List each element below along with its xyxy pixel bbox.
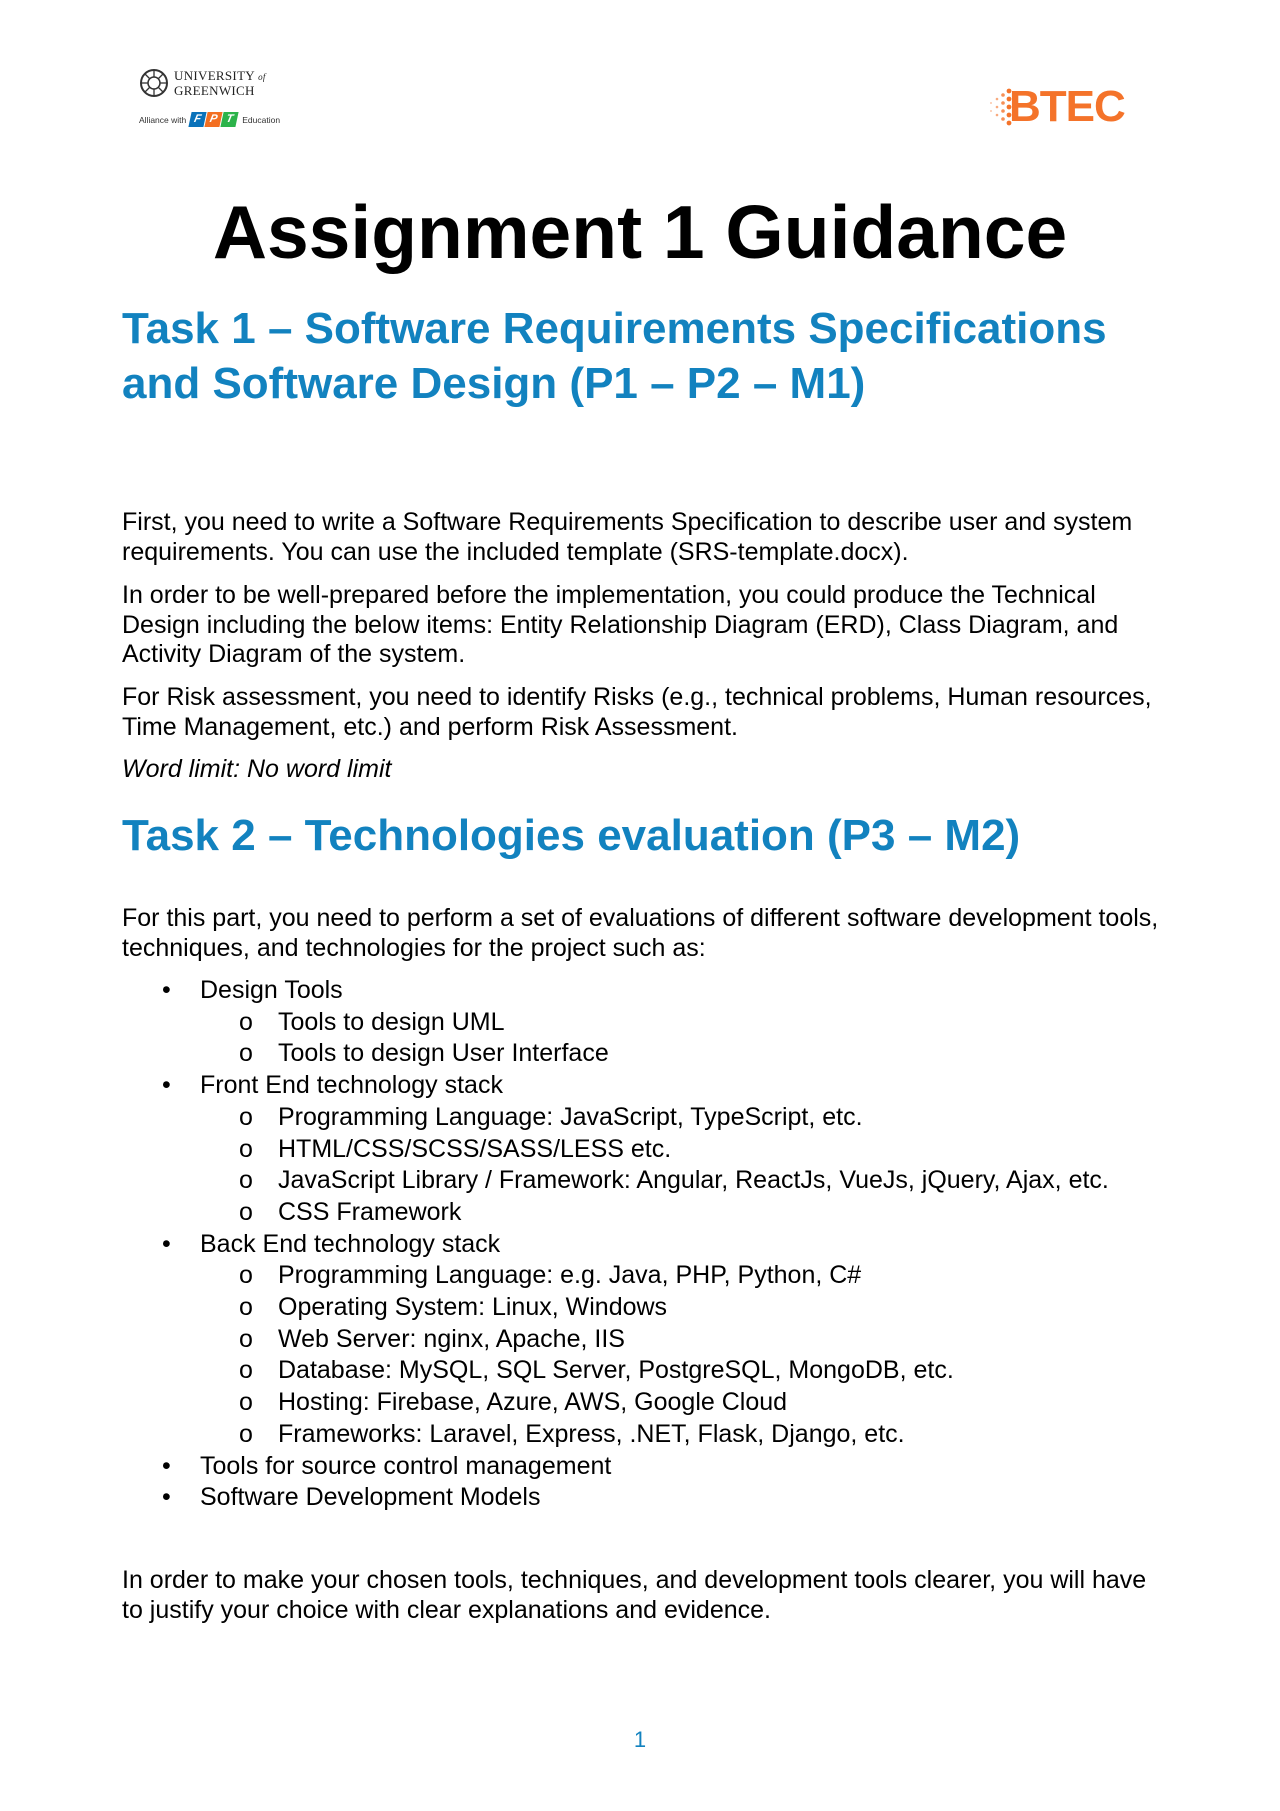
btec-logo [985, 82, 1133, 132]
list-item-label: Back End technology stack [200, 1229, 501, 1258]
list-item-front-end [122, 1070, 1172, 1229]
sub-list-item-text: Web Server: nginx, Apache, IIS [278, 1324, 625, 1353]
sub-marker: o [239, 1007, 253, 1036]
task2-intro: For this part, you need to perform a set of evaluations of different software development tools, techniques, and technologies for the project such as: [122, 904, 1159, 962]
sub-list-item [122, 1102, 1172, 1134]
sub-marker: o [239, 1388, 253, 1417]
bullet-marker: • [162, 1483, 171, 1512]
task2-heading: Task 2 – Technologies evaluation (P3 – M2) [122, 811, 1021, 860]
alliance-suffix: Education [242, 114, 281, 125]
alliance-line [139, 112, 289, 127]
list-item-label: Tools for source control management [200, 1451, 612, 1480]
btec-logo-text: BTEC [1009, 82, 1125, 131]
sub-list-item-text: JavaScript Library / Framework: Angular, ReactJs, VueJs, jQuery, Ajax, etc. [278, 1166, 1109, 1195]
sub-marker: o [239, 1166, 253, 1195]
sub-list-item [122, 1007, 1172, 1039]
sub-list-item-text: Programming Language: JavaScript, TypeScript, etc. [278, 1102, 863, 1131]
sub-marker: o [239, 1102, 253, 1131]
task1-paragraph-1: First, you need to write a Software Requirements Specification to describe user and system requirements. You can use the included template (SRS-template.docx). [122, 508, 1133, 566]
sub-list-item-text: Tools to design User Interface [278, 1039, 609, 1068]
task1-paragraph-3: For Risk assessment, you need to identify Risks (e.g., technical problems, Human resources, Time Management, etc.) and perform Risk Assessment. [122, 683, 1152, 741]
sub-list-item-text: Frameworks: Laravel, Express, .NET, Flask, Django, etc. [278, 1419, 905, 1448]
sub-list-item-text: Programming Language: e.g. Java, PHP, Python, C# [278, 1261, 862, 1290]
fpt-letter-p: P [205, 112, 223, 127]
sub-list-item-text: Hosting: Firebase, Azure, AWS, Google Cloud [278, 1388, 788, 1417]
bullet-marker: • [162, 1071, 171, 1100]
sub-list-item [122, 1387, 1172, 1419]
sub-marker: o [239, 1261, 253, 1290]
sub-marker: o [239, 1356, 253, 1385]
list-item-dev-models [122, 1482, 1172, 1514]
sub-list-item-text: Tools to design UML [278, 1007, 505, 1036]
university-of-greenwich-logo [139, 68, 289, 140]
sub-list-item [122, 1134, 1172, 1166]
university-name [174, 69, 266, 97]
sub-list-item [122, 1197, 1172, 1229]
sub-list [200, 1260, 1172, 1450]
task1-heading: Task 1 – Software Requirements Specifications and Software Design (P1 – P2 – M1) [122, 304, 1107, 408]
task1-word-limit: Word limit: No word limit [122, 755, 392, 783]
task2-closing: In order to make your chosen tools, techniques, and development tools clearer, you will have to justify your choice with clear explanations and evidence. [122, 1566, 1147, 1624]
bullet-marker: • [162, 976, 171, 1004]
technology-list [122, 975, 1172, 1514]
sub-list-item [122, 1292, 1172, 1324]
sub-list-item [122, 1355, 1172, 1387]
sub-list-item-text: HTML/CSS/SCSS/SASS/LESS etc. [278, 1134, 672, 1163]
task1-paragraph-2: In order to be well-prepared before the implementation, you could produce the Technical Design including the below items: Entity Relationship Diagram (ERD), Class Diagram, and Activity Diagram of the system. [122, 581, 1119, 668]
sub-list-item [122, 1165, 1172, 1197]
sub-marker: o [239, 1197, 253, 1226]
list-item-back-end [122, 1229, 1172, 1451]
list-item-label: Front End technology stack [200, 1071, 503, 1100]
university-line1: UNIVERSITY [174, 68, 255, 83]
fpt-letter-f: F [189, 112, 207, 127]
page-number: 1 [633, 1727, 647, 1752]
sub-list-item-text: Database: MySQL, SQL Server, PostgreSQL, MongoDB, etc. [278, 1356, 954, 1385]
university-of: of [258, 72, 266, 82]
page-title: Assignment 1 Guidance [212, 190, 1068, 274]
fpt-letter-t: T [221, 112, 239, 127]
university-line2: GREENWICH [174, 83, 255, 98]
alliance-prefix: Alliance with [139, 114, 187, 125]
sub-list-item [122, 1324, 1172, 1356]
sub-marker: o [239, 1293, 253, 1322]
list-item-source-control [122, 1451, 1172, 1483]
sub-marker: o [239, 1134, 253, 1163]
sub-marker: o [239, 1324, 253, 1353]
bullet-marker: • [162, 1451, 171, 1480]
fpt-logo [190, 112, 238, 127]
sub-list [200, 1007, 1172, 1070]
sub-list-item-text: CSS Framework [278, 1197, 462, 1226]
sub-list-item-text: Operating System: Linux, Windows [278, 1293, 668, 1322]
sub-list-item [122, 1038, 1172, 1070]
sub-list-item [122, 1419, 1172, 1451]
sub-list [200, 1102, 1172, 1229]
sub-list-item [122, 1260, 1172, 1292]
greenwich-crest-icon [139, 68, 169, 98]
list-item-design-tools [122, 975, 1172, 1070]
sub-marker: o [239, 1039, 253, 1068]
bullet-marker: • [162, 1229, 171, 1258]
list-item-label: Software Development Models [200, 1483, 541, 1512]
sub-marker: o [239, 1419, 253, 1448]
list-item-label: Design Tools [200, 976, 343, 1004]
